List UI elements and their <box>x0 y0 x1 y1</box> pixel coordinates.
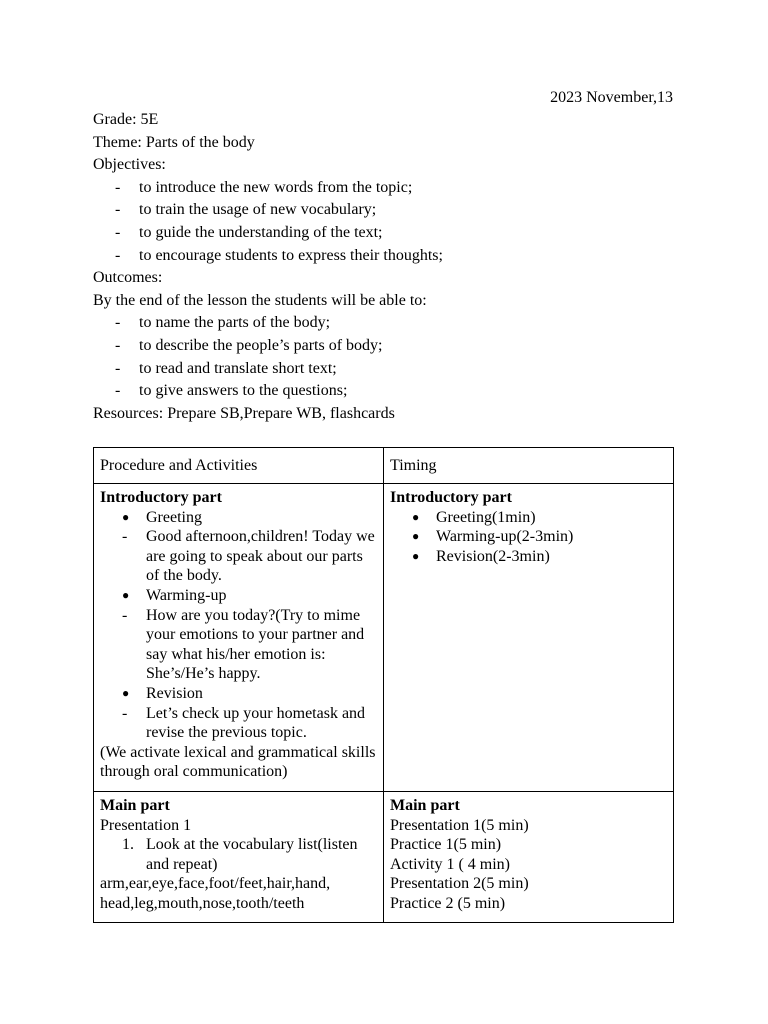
table-row-main <box>94 792 674 923</box>
lesson-date: 2023 November,13 <box>550 89 673 106</box>
resources-line: Resources: Prepare SB,Prepare WB, flashcards <box>93 404 395 422</box>
timing-line: Practice 2 (5 min) <box>390 894 506 912</box>
outcomes-list <box>93 312 683 402</box>
greeting-text: - Good afternoon,children! Today we are going to speak about our parts of the body. <box>100 527 378 586</box>
objectives-label: Objectives: <box>93 156 166 174</box>
revision-bullet: ● Revision <box>100 684 378 704</box>
header-timing: Timing <box>384 448 674 484</box>
timing-line: Practice 1(5 min) <box>390 836 502 854</box>
main-title: Main part <box>100 797 170 814</box>
objective-item: - to introduce the new words from the topic; <box>93 177 683 200</box>
theme-line: Theme: Parts of the body <box>93 133 255 151</box>
timing-item: ● Revision(2-3min) <box>390 547 668 567</box>
outcomes-intro: By the end of the lesson the students will be able to: <box>93 291 427 309</box>
intro-note: (We activate lexical and grammatical skills through oral communication) <box>100 743 376 781</box>
timing-item: ● Warming-up(2-3min) <box>390 527 668 547</box>
grade-line: Grade: 5E <box>93 111 159 128</box>
outcomes-label: Outcomes: <box>93 269 163 287</box>
vocabulary-words: arm,ear,eye,face,foot/feet,hair,hand, head,leg,mouth,nose,tooth/teeth <box>100 875 331 912</box>
intro-title: Introductory part <box>100 489 222 506</box>
outcome-item: - to read and translate short text; <box>93 358 683 381</box>
timing-line: Activity 1 ( 4 min) <box>390 855 510 873</box>
header-procedure: Procedure and Activities <box>94 448 384 484</box>
outcome-item: - to describe the people’s parts of body; <box>93 335 683 358</box>
intro-procedure-cell <box>94 484 384 792</box>
timing-item: ● Greeting(1min) <box>390 508 668 528</box>
table-header-row <box>94 448 674 484</box>
outcome-item: - to give answers to the questions; <box>93 380 683 403</box>
intro-timing-cell <box>384 484 674 792</box>
objective-item: - to encourage students to express their thoughts; <box>93 245 683 268</box>
objectives-list <box>93 177 683 267</box>
timing-line: Presentation 2(5 min) <box>390 875 529 893</box>
main-timing-cell <box>384 792 674 923</box>
objective-item: - to guide the understanding of the text; <box>93 222 683 245</box>
table-row-introductory <box>94 484 674 792</box>
lesson-procedure-table <box>93 447 674 923</box>
step-item: 1. Look at the vocabulary list(listen and repeat) <box>100 835 378 874</box>
main-procedure-cell <box>94 792 384 923</box>
lesson-header <box>93 109 683 425</box>
intro-timing-title: Introductory part <box>390 489 512 506</box>
revision-text: - Let’s check up your hometask and revise the previous topic. <box>100 704 378 743</box>
warming-text: - How are you today?(Try to mime your emotions to your partner and say what his/her emotion is: She’s/He’s happy. <box>100 606 378 684</box>
objective-item: - to train the usage of new vocabulary; <box>93 199 683 222</box>
main-timing-title: Main part <box>390 797 460 814</box>
greeting-bullet: ● Greeting <box>100 508 378 528</box>
warming-bullet: ● Warming-up <box>100 586 378 606</box>
presentation-label: Presentation 1 <box>100 816 192 834</box>
outcome-item: - to name the parts of the body; <box>93 312 683 335</box>
timing-line: Presentation 1(5 min) <box>390 816 529 834</box>
